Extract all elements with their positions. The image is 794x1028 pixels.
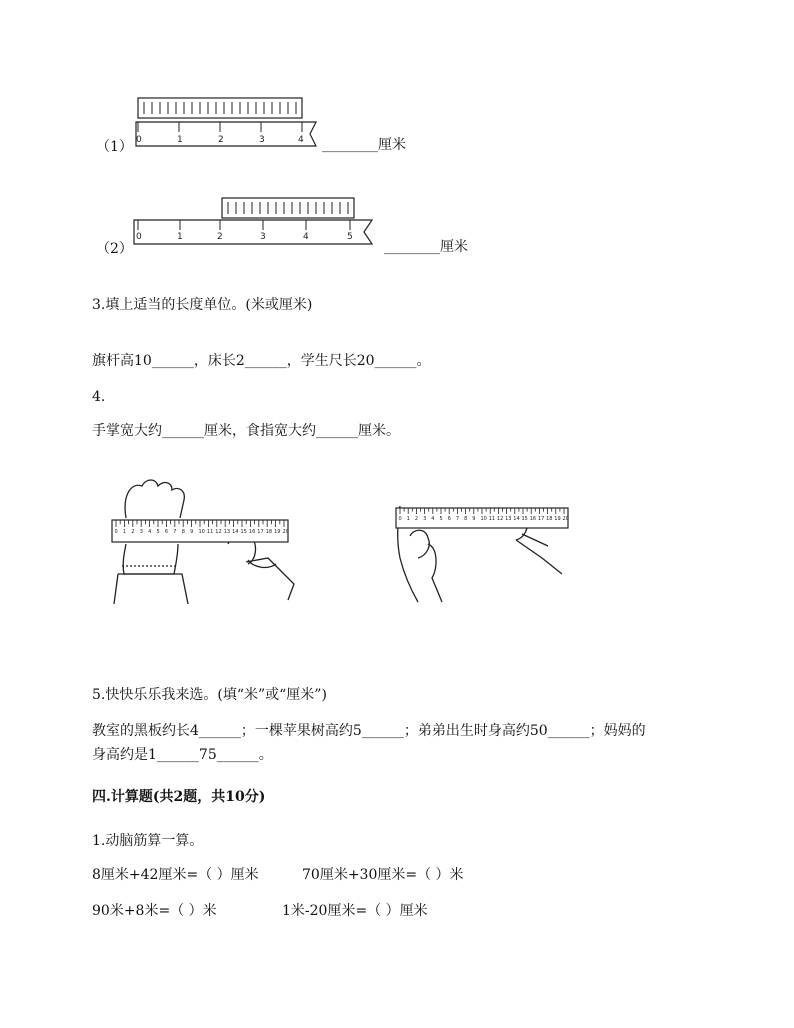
ruler-tick-label: 16 (529, 516, 537, 522)
ruler-tick-label: 15 (240, 529, 247, 535)
calc-question-title: 1.动脑筋算一算。 (92, 833, 204, 849)
tick-label: 1 (177, 232, 183, 242)
ruler-tick-label: 20 (562, 516, 569, 522)
ruler-tick-label: 12 (215, 529, 222, 535)
ruler-tick-label: 17 (537, 516, 545, 522)
ruler-tick-label: 14 (513, 516, 520, 522)
ruler-tick-label: 5 (156, 529, 160, 535)
ruler-tick-label: 1 (406, 516, 410, 522)
ruler-tick-label: 13 (223, 529, 231, 535)
ruler-tick-label: 3 (423, 516, 427, 522)
ruler-tick-label: 8 (464, 516, 468, 522)
ruler-tick-label: 0 (398, 516, 402, 522)
finger-measure-illustration (392, 498, 577, 603)
ruler-tick-label: 18 (546, 516, 553, 522)
unit-label: 厘米 (378, 137, 406, 153)
ruler-tick-label: 9 (472, 516, 476, 522)
ruler-tick-label: 2 (414, 516, 419, 522)
ruler-figure-2 (130, 194, 390, 256)
answer-blank[interactable]: ________ (322, 137, 378, 153)
ruler-tick-label: 5 (439, 516, 443, 522)
question-2-label: （2） (96, 241, 133, 257)
ruler-tick-label: 15 (521, 516, 528, 522)
ruler-tick-label: 6 (447, 516, 451, 522)
calc-item-1: 8厘米+42厘米=（ ）厘米 (92, 867, 259, 883)
ruler-tick-label: 9 (190, 529, 194, 535)
palm-measure-illustration (108, 474, 308, 604)
ruler-tick-label: 2 (131, 529, 135, 535)
tick-label: 2 (217, 232, 223, 242)
q3-line: 旗杆高10______，床长2______，学生尺长20______。 (92, 353, 431, 369)
question-1-answer (322, 136, 406, 154)
calc-item-4: 1米-20厘米=（ ）厘米 (282, 903, 428, 919)
ruler-tick-label: 17 (257, 529, 264, 535)
tick-label: 0 (136, 232, 142, 242)
tick-label: 3 (260, 232, 266, 242)
q5-line-2: 身高约是1______75______。 (92, 747, 273, 763)
ruler-tick-label: 4 (431, 516, 435, 522)
tick-label: 5 (347, 232, 353, 242)
ruler-tick-label: 1 (122, 529, 127, 535)
tick-label: 1 (177, 135, 183, 145)
calc-item-3: 90米+8米=（ ）米 (92, 903, 217, 919)
ruler-tick-label: 12 (496, 516, 504, 522)
question-2-answer (384, 238, 468, 256)
section-heading: 四.计算题(共2题，共10分) (92, 789, 266, 805)
tick-label: 2 (218, 135, 224, 145)
ruler-tick-label: 20 (282, 529, 289, 535)
ruler-tick-label: 8 (181, 529, 185, 535)
q4-number: 4. (92, 389, 106, 405)
q3-title: 3.填上适当的长度单位。(米或厘米) (92, 297, 313, 313)
ruler-tick-label: 10 (480, 516, 487, 522)
q5-title: 5.快快乐乐我来选。(填“米”或“厘米”) (92, 687, 327, 703)
unit-label: 厘米 (440, 239, 468, 255)
ruler-tick-label: 13 (505, 516, 512, 522)
ruler-tick-label: 11 (206, 529, 214, 535)
tick-label: 4 (298, 135, 304, 145)
tick-label: 4 (303, 232, 309, 242)
ruler-tick-label: 0 (114, 529, 118, 535)
ruler-tick-label: 3 (139, 529, 143, 535)
ruler-tick-label: 14 (232, 529, 239, 535)
q4-line: 手掌宽大约______厘米，食指宽大约______厘米。 (92, 423, 400, 439)
ruler-tick-label: 18 (265, 529, 273, 535)
ruler-tick-label: 7 (455, 516, 460, 522)
ruler-figure-1 (130, 92, 330, 154)
ruler-tick-label: 11 (488, 516, 496, 522)
ruler-tick-label: 19 (274, 529, 281, 535)
ruler-tick-label: 19 (554, 516, 561, 522)
ruler-tick-label: 10 (198, 529, 205, 535)
ruler-tick-label: 4 (148, 529, 152, 535)
tick-label: 3 (259, 135, 265, 145)
answer-blank[interactable]: ________ (384, 239, 440, 255)
tick-label: 0 (136, 135, 142, 145)
q5-line-1: 教室的黑板约长4______；一棵苹果树高约5______；弟弟出生时身高约50______；妈妈的 (92, 723, 646, 739)
ruler-tick-label: 6 (164, 529, 169, 535)
ruler-tick-label: 7 (173, 529, 177, 535)
ruler-tick-label: 16 (248, 529, 256, 535)
question-1-label: （1） (96, 139, 133, 155)
calc-item-2: 70厘米+30厘米=（ ）米 (302, 867, 464, 883)
